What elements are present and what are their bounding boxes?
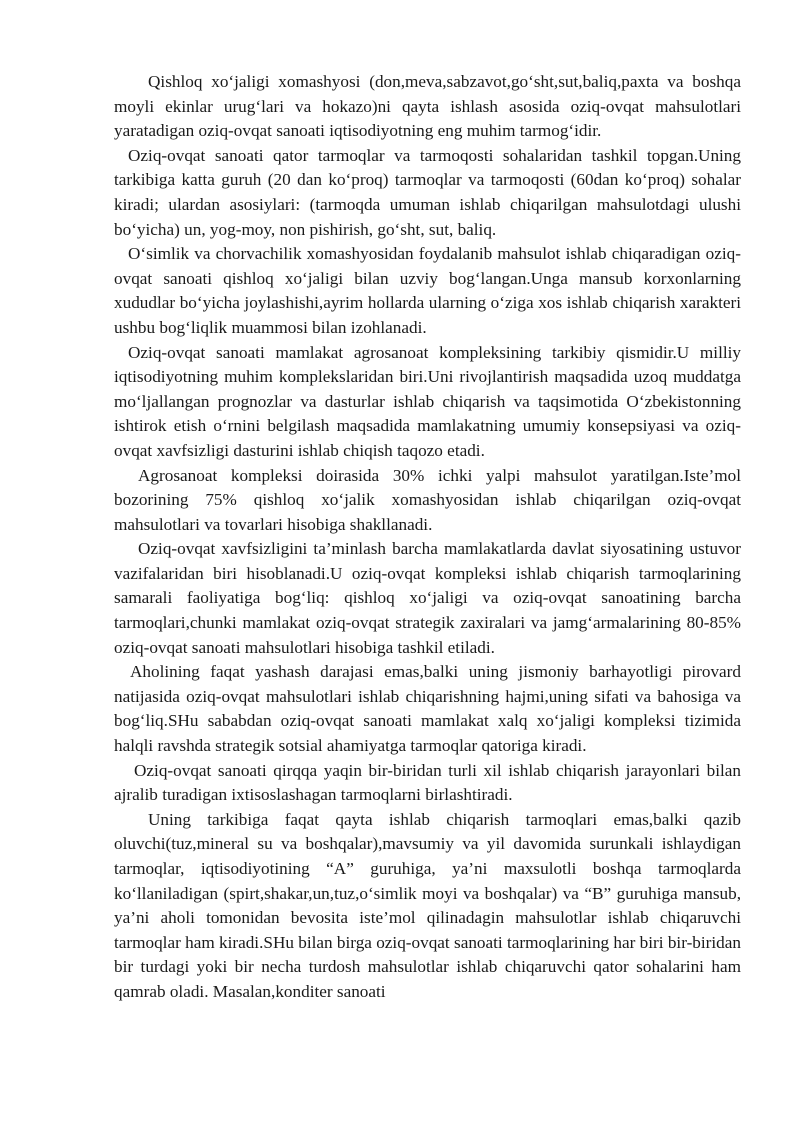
paragraph-7: Aholining faqat yashash darajasi emas,balki uning jismoniy barhayotligi pirovard natijasida oziq-ovqat mahsulotlari ishlab chiqarishning hajmi,uning sifati va bahosiga va bog‘liq.SHu sababdan oziq-ovqat sanoati mamlakat xalq xo‘jaligi kompleksi tizimida halqli ravshda strategik sotsial ahamiyatga tarmoqlar qatoriga kiradi. [114,662,741,756]
paragraph-8: Oziq-ovqat sanoati qirqqa yaqin bir-biridan turli xil ishlab chiqarish jarayonlari bilan ajralib turadigan ixtisoslashagan tarmoqlarni birlashtiradi. [114,760,741,805]
paragraph-2: Oziq-ovqat sanoati qator tarmoqlar va tarmoqosti sohalaridan tashkil topgan.Uning tarkibiga katta guruh (20 dan ko‘proq) tarmoqlar va tarmoqosti (60dan ko‘proq) sohalar kiradi; ulardan asosiylari: (tarmoqda umuman ishlab chiqarilgan mahsulotdagi ulushi bo‘yicha) un, yog-moy, non pishirish, go‘sht, sut, baliq. [114,145,741,239]
document-page [114,70,741,1005]
paragraph-1: Qishloq xo‘jaligi xomashyosi (don,meva,sabzavot,go‘sht,sut,baliq,paxta va boshqa moyli ekinlar urug‘lari va hokazo)ni qayta ishlash asosida oziq-ovqat mahsulotlari yaratadigan oziq-ovqat sanoati iqtisodiyotning eng muhim tarmog‘idir. [114,72,741,141]
paragraph-6: Oziq-ovqat xavfsizligini ta’minlash barcha mamlakatlarda davlat siyosatining ustuvor vazifalaridan biri hisoblanadi.U oziq-ovqat kompleksi ishlab chiqarish tarmoqlarining samarali faoliyatiga bog‘liq: qishloq xo‘jaligi va oziq-ovqat sanoatining barcha tarmoqlari,chunki mamlakat oziq-ovqat strategik zaxiralari va jamg‘armalarining 80-85% oziq-ovqat sanoati mahsulotlari hisobiga tashkil etiladi. [114,539,741,657]
paragraph-3: O‘simlik va chorvachilik xomashyosidan foydalanib mahsulot ishlab chiqaradigan oziq-ovqat sanoati qishloq xo‘jaligi bilan uzviy bog‘langan.Unga mansub korxonlarning xududlar bo‘yicha joylashishi,ayrim hollarda ularning o‘ziga xos ishlab chiqarish xarakteri ushbu bog‘liqlik muammosi bilan izohlanadi. [114,244,741,337]
paragraph-9: Uning tarkibiga faqat qayta ishlab chiqarish tarmoqlari emas,balki qazib oluvchi(tuz,mineral su va boshqalar),mavsumiy va yil davomida surunkali ishlaydigan tarmoqlar, iqtisodiyotining “A” guruhiga, ya’ni maxsulotli boshqa tarmoqlarda ko‘llaniladigan (spirt,shakar,un,tuz,o‘simlik moyi va boshqalar) va “B” guruhiga mansub, ya’ni aholi tomonidan bevosita iste’mol qilinadagin mahsulotlar ishlab chiqaruvchi tarmoqlar ham kiradi.SHu bilan birga oziq-ovqat sanoati tarmoqlarining har biri bir-biridan bir turdagi yoki bir necha turdosh mahsulotlar ishlab chiqaruvchi qator sohalarini ham qamrab oladi. Masalan,konditer sanoati [114,809,741,1001]
paragraph-5: Agrosanoat kompleksi doirasida 30% ichki yalpi mahsulot yaratilgan.Iste’mol bozorining 75% qishloq xo‘jalik xomashyosidan ishlab chiqarilgan oziq-ovqat mahsulotlari va tovarlari hisobiga shakllanadi. [114,465,741,534]
paragraph-4: Oziq-ovqat sanoati mamlakat agrosanoat kompleksining tarkibiy qismidir.U milliy iqtisodiyotning muhim komplekslaridan biri.Uni rivojlantirish maqsadida uzoq muddatga mo‘ljallangan prognozlar va dasturlar ishlab chiqarish va taqsimotida O‘zbekistonning ishtirok etish o‘rnini belgilash maqsadida mamlakatning umumiy konsepsiyasi va oziq-ovqat xavfsizligi dasturini ishlab chiqish taqozo etadi. [114,342,741,460]
